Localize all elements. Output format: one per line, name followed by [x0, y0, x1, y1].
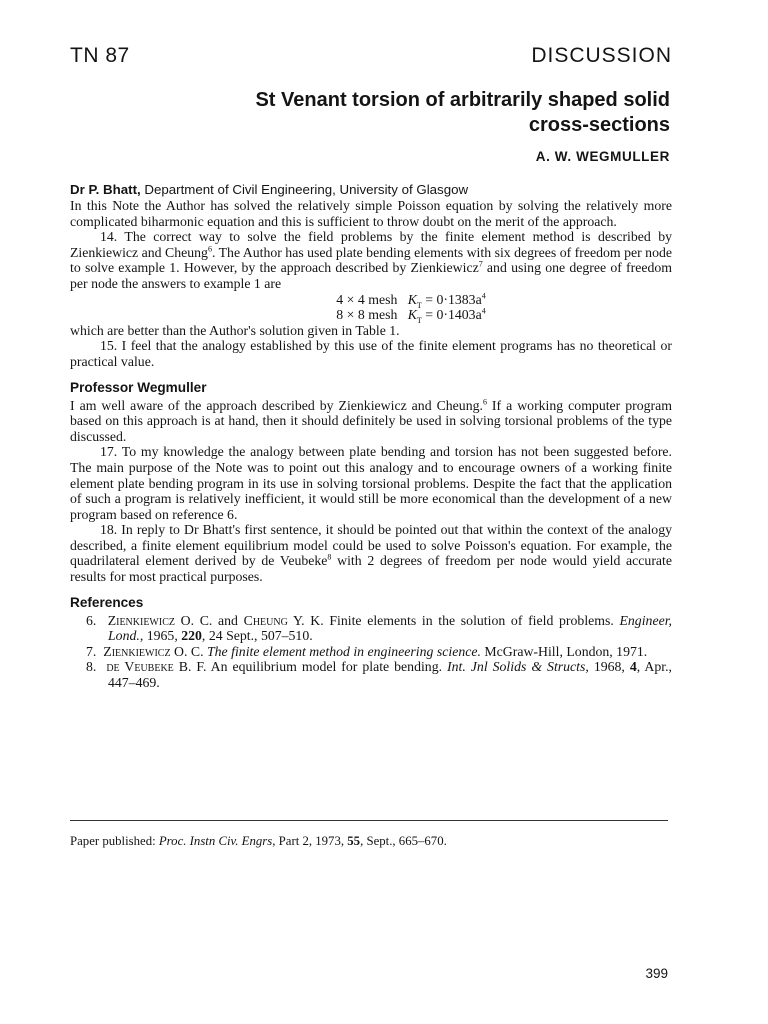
references-heading: References [70, 594, 144, 610]
discussion-paragraph-after-equations: which are better than the Author's solution given in Table 1. [70, 322, 400, 338]
reply-paragraph-18: 18. In reply to Dr Bhatt's first sentence, it should be pointed out that within the context of the analogy described, a finite element equilibrium model could be used to solve Poisson's equation. For example, the quadrilateral element derived by de Veubeke$^8$ with 2 degrees of freedom per node would yield accurate results for most practical purposes. [70, 522, 672, 585]
discussant-affiliation [70, 181, 672, 198]
discussion-paragraph-14: 14. The correct way to solve the field problems by the finite element method is described by Zienkiewicz and Cheung$^6$. The Author has used plate bending elements with six degrees of freedom per node to solve example 1. However, by the approach described by Zienkiewicz$^7$ and using one degree of freedom per node the answers to example 1 are [70, 229, 673, 291]
header-right: DISCUSSION [531, 44, 672, 67]
reference-6: 6. Zienkiewicz O. C. and Cheung Y. K. Finite elements in the solution of field problems. Engineer, Lond., 1965, 220, 24 Sept., 507–510. [86, 612, 672, 644]
discussion-paragraph-intro: In this Note the Author has solved the relatively simple Poisson equation by solving the relatively more complicated biharmonic equation and this is sufficient to throw doubt on the merit of the approach. [70, 198, 672, 229]
publication-note: Paper published: Proc. Instn Civ. Engrs, Part 2, 1973, 55, Sept., 665–670. [70, 834, 447, 848]
reference-7: 7. Zienkiewicz O. C. The finite element method in engineering science. McGraw-Hill, London, 1971. [86, 643, 648, 659]
footer-divider [70, 820, 668, 821]
equation-8x8: 8 × 8 mesh $K_T = 0\cdot 1403a^4$ [336, 306, 486, 325]
reply-paragraph-17: 17. To my knowledge the analogy between plate bending and torsion has not been suggested before. The main purpose of the Note was to point out this analogy and to encourage owners of a working finite element plate bending program in its use in solving torsional problems. Despite the fact that the application of such a program is relatively inefficient, it would still be more economical than the development of a new program based on reference 6. [70, 444, 672, 522]
article-body [70, 181, 672, 691]
discussant-name: Dr P. Bhatt, [70, 182, 141, 197]
citation-8: 8 [327, 552, 332, 562]
title-line-2: cross-sections [528, 114, 670, 136]
discussion-paragraph-15: 15. I feel that the analogy established by this use of the finite element programs has no theoretical or practical value. [70, 338, 672, 369]
reply-paragraph-intro: I am well aware of the approach described by Zienkiewicz and Cheung.$^6$ If a working computer program based on this approach is at hand, then it should definitely be used in solving torsional problems of the type discussed. [70, 396, 672, 444]
citation-6: 6 [207, 244, 212, 254]
page-title [110, 88, 670, 138]
page-number: 399 [645, 966, 668, 981]
citation-7: 7 [478, 259, 483, 269]
reply-heading: Professor Wegmuller [70, 379, 207, 395]
author-name: A. W. WEGMULLER [535, 149, 670, 164]
equation-4x4: 4 × 4 mesh $K_T = 0\cdot 1383a^4$ [336, 290, 486, 310]
citation-6: 6 [482, 396, 487, 406]
header-left: TN 87 [70, 44, 130, 67]
title-line-1: St Venant torsion of arbitrarily shaped solid [255, 89, 670, 111]
affiliation-text: Department of Civil Engineering, University of Glasgow [144, 182, 469, 197]
reference-8: 8. de Veubeke B. F. An equilibrium model for plate bending. Int. Jnl Solids & Structs, 1968, 4, Apr., 447–469. [86, 659, 673, 691]
